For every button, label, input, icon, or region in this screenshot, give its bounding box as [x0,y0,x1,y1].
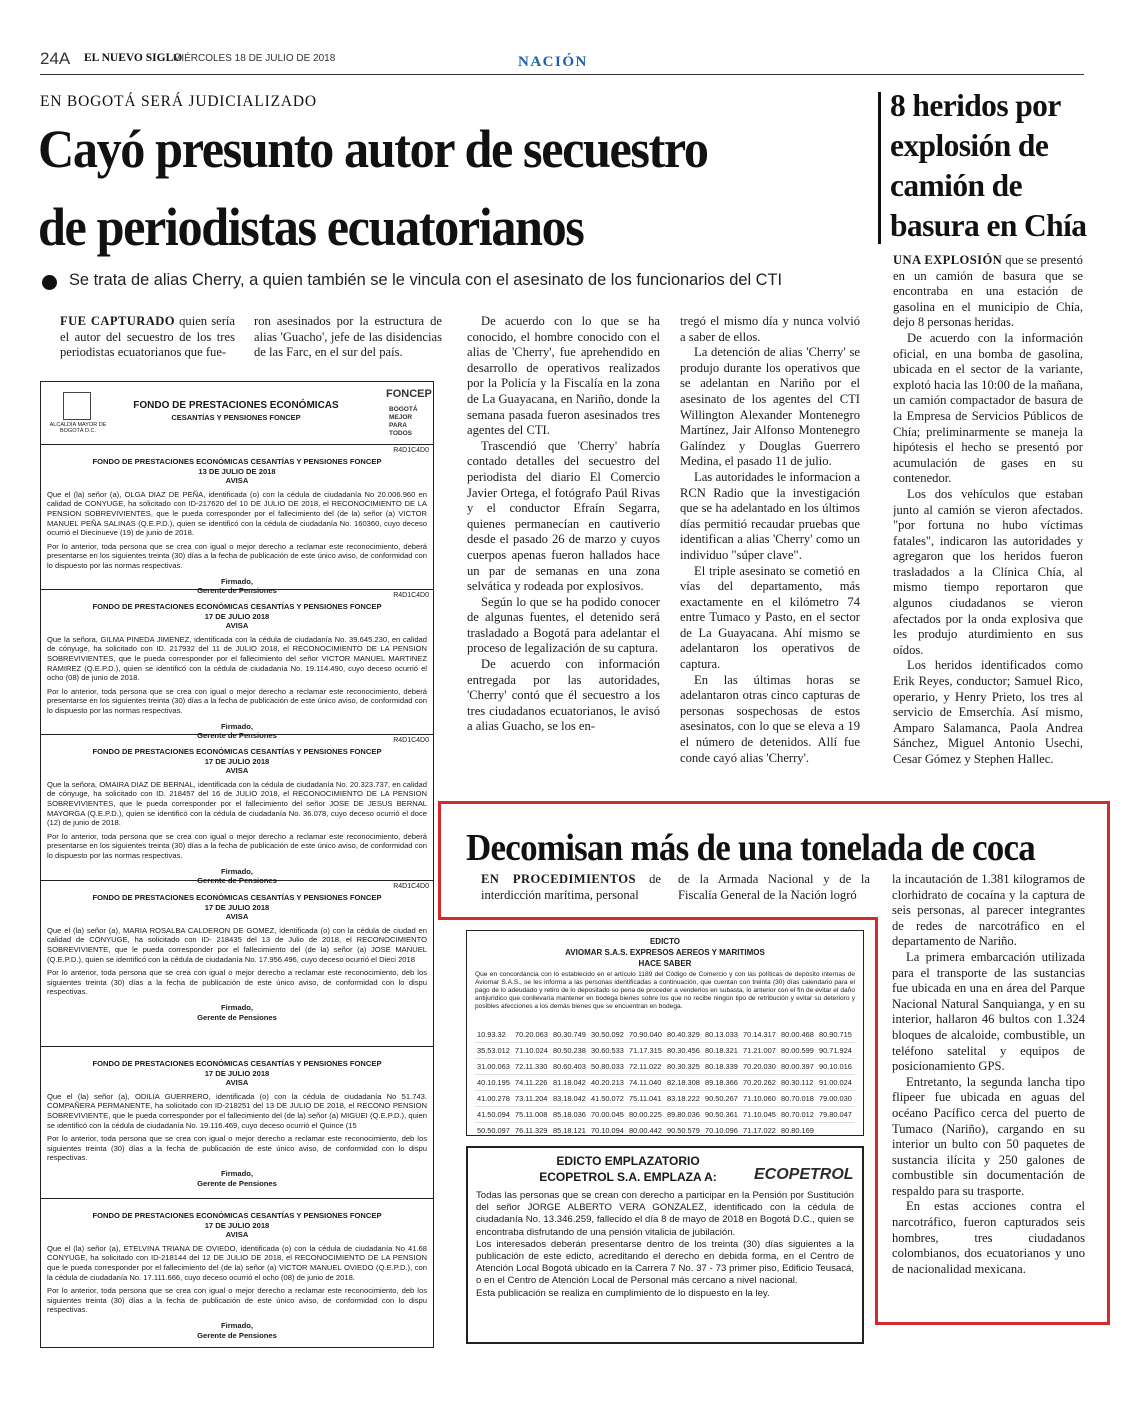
headline-line-1: Cayó presunto autor de secuestro [38,119,708,179]
foncep-entry: R4D1C4D0 FONDO DE PRESTACIONES ECONÓMICAS CESANTÍAS Y PENSIONES FONCEP 13 DE JULIO DE 2018 AVISA Que el (la) señor (a), OLGA DIAZ DE PEÑA, identificada (o) con la cédula de ciudadanía No 20.006.960 en calidad de CONYUGE, ha solicitado con ID-217620 del 10 DE JULIO DE 2018, el RECONOCIMIENTO DE LA PENSION SOBREVIVIENTES, que le pueda corresponder por el fallecimiento del (de la) señor (a) VICTOR MANUEL PEÑA SALINAS (Q.E.P.D.), quien se identificó con la cédula de ciudadanía No. 160360, cuyo deceso ocurrió el Diecinueve (19) de junio de 2018. Por lo anterior, toda persona que se crea con igual o mejor derecho a reclamar este reconocimiento, deberá presentarse en los siguientes treinta (30) días a la fecha de publicación de este único aviso, de conformidad con lo dispuesto por las normas respectivas. Firmado, Gerente de Pensiones [41,444,433,579]
table-cell: 30.60.533 [589,1043,627,1059]
table-cell: 80.30.749 [551,1027,589,1043]
table-cell: 73.11.204 [513,1091,551,1107]
table-cell: 40.10.195 [475,1075,513,1091]
paragraph: Los heridos identificados como Erik Reyes, conductor; Samuel Rico, operario, y Henry Prieto, los tres al servicio de Emserchía. Así mismo, Amparo Salamanca, Paola Andrea Sánchez, Miguel Antonio Usechi, Cesar Gómez y Stephen Hallec. [893,658,1083,766]
paragraph: De acuerdo con lo que se ha conocido, el hombre conocido con el alias de 'Cherry', fue aprehendido en desarrollo de operativos realizados por la Policía y la Fiscalía en la zona de La Guayacana, en Nariño, donde la semana pasada fueron asesinados tres agentes del CTI. [467,314,660,438]
table-cell: 71.10.024 [513,1043,551,1059]
table-cell: 72.11.330 [513,1059,551,1075]
coca-col-1: EN PROCEDIMIENTOS de interdicción marítima, personal [481,872,661,902]
table-cell: 71.21.007 [741,1043,779,1059]
table-cell: 40.20.213 [589,1075,627,1091]
table-cell: 80.00.225 [627,1107,665,1123]
foncep-notice [40,381,434,1348]
table-cell: 71.10.060 [741,1091,779,1107]
subtitle: Se trata de alias Cherry, a quien también se le vincula con el asesinato de los funcionarios del CTI [69,271,783,289]
paragraph: Las autoridades le informacion a RCN Radio que la investigación que se ha adelantado en los últimos días permitió recaudar pruebas que identifican a alias 'Cherry' como un individuo "súper clave". [680,469,860,562]
table-cell: 41.50.094 [475,1107,513,1123]
table-cell: 70.00.045 [589,1107,627,1123]
side-headline: 8 heridos por explosión de camión de basura en Chía [890,88,1087,243]
table-cell: 10.93.32 [475,1027,513,1043]
coat-of-arms-icon [63,392,91,420]
paragraph: En estas acciones contra el narcotráfico, fueron capturados seis hombres, tres ciudadanos colombianos, dos ecuatorianos y uno de nacionalidad mexicana. [892,1199,1085,1276]
table-cell: 70.20.030 [741,1059,779,1075]
paragraph: Entretanto, la segunda lancha tipo flipeer fue ubicada en aguas del océano Pacífico cerca del puerto de Tumaco (Nariño), cargando en su interior un bulto con 50 paquetes de sustancia ilícita y 250 galones de combustible sin documentación de respaldo para su trasporte. [892,1074,1085,1198]
table-cell: 50.80.033 [589,1059,627,1075]
table-row [475,1027,855,1043]
table-cell: 81.18.042 [551,1075,589,1091]
side-rule [878,92,881,244]
table-cell: 82.18.308 [665,1075,703,1091]
page-header [40,46,1084,74]
paragraph: Según lo que se ha podido conocer de algunas fuentes, el detenido será trasladado a Bogotá para adelantar el proceso de legalización de su captura. [467,594,660,656]
table-cell: 71.17.315 [627,1043,665,1059]
table-row [475,1043,855,1059]
kicker: EN BOGOTÁ SERÁ JUDICIALIZADO [40,93,317,110]
table-cell: 80.00.599 [779,1043,817,1059]
ecopetrol-logo: ECOPETROL [754,1166,854,1183]
main-col-1: FUE CAPTURADO quien sería el autor del secuestro de los tres periodistas ecuatorianos que fue- [60,314,235,360]
main-col-4: tregó el mismo día y nunca volvió a saber de ellos. La detención de alias 'Cherry' se produjo durante los operativos que se adelantan en Nariño por el asesinato de los agentes del CTI Willington Alexander Montenegro Martínez, Jair Alfonso Montenegro Galíndez y Douglas Guerrero Medina, el pasado 11 de julio. Las autoridades le informacion a RCN Radio que la investigación que se ha adelantado en los últimos días permitió recaudar pruebas que identifican a alias 'Cherry' como un individuo "súper clave". El triple asesinato se cometió en vías del departamento, más exactamente en el kilómetro 74 entre Tumaco y Pasto, en el sector de La Guayacana. Ahí mismo se adelantaron los operativos de captura. En las últimas horas se adelantaron otras cinco capturas de personas sospechosas de estos asesinatos, con lo que se eleva a 19 el número de detenidos. Allí fue conde cayó alias 'Cherry'. [680,314,860,765]
paragraph: Trascendió que 'Cherry' habría contado detalles del secuestro del periodista del diario El Comercio Javier Ortega, el fotógrafo Paúl Rivas y el conductor Efraín Segarra, quienes permanecían en cautiverio desde el pasado 26 de marzo y cuyos cuerpos apenas fueron hallados hace un par de semanas en una zona selvática y rodeada por explosivos. [467,438,660,594]
table-cell: 41.00.278 [475,1091,513,1107]
table-cell: 80.30.325 [665,1059,703,1075]
table-cell: 71.10.045 [741,1107,779,1123]
ecopetrol-notice [466,1146,864,1344]
table-cell: 70.10.094 [589,1123,627,1137]
table-cell: 76.11.329 [513,1123,551,1137]
table-cell: 80.70.012 [779,1107,817,1123]
table-row [475,1059,855,1075]
table-row [475,1075,855,1091]
table-cell: 75.11.008 [513,1107,551,1123]
paragraph: La primera embarcación utilizada para el transporte de las sustancias fue ubicada en una en área del Parque Nacional Natural Sanquianga, y en su interior, hallaron 46 bultos con 1.324 bloques de alcaloide, combustible, un teléfono satelital y equipos de posicionamiento GPS. [892,949,1085,1074]
table-cell: 74.11.040 [627,1075,665,1091]
table-cell: 90.50.361 [703,1107,741,1123]
coca-headline: Decomisan más de una tonelada de coca [466,827,1036,869]
table-cell: 80.90.715 [817,1027,855,1043]
paragraph: El triple asesinato se cometió en vías del departamento, más exactamente en el kilómetro 74 entre Tumaco y Pasto, en el sector de La Guayacana. Ahí mismo se adelantaron los operativos de captura. [680,563,860,672]
ecopetrol-body: Todas las personas que se crean con derecho a participar en la Pensión por Sustitución del señor JORGE ALBERTO VERA GONZALEZ, identificado con la cédula de ciudadanía No. 13.346.259, fallecido el día 8 de mayo de 2018 en Bogotá D.C., quien se encontraba disfrutando de una pensión vitalicia de jubilación. Los interesados deberán presentarse dentro de los treinta (30) días siguientes a la publicación de este edicto, acreditando el derecho en debida forma, en el Centro de Atención Local Bogotá ubicado en la Carrera 7 No. 37 - 73 primer piso, Edificio Teusacá, o en el Centro de Atención Local de Personal más cercano a nivel nacional. Esta publicación se realiza en cumplimiento de lo dispuesto en la ley. [476,1190,854,1299]
table-cell: 31.00.063 [475,1059,513,1075]
table-cell: 80.13.033 [703,1027,741,1043]
coca-col-3: la incautación de 1.381 kilogramos de clorhidrato de cocaína y la captura de seis personas, al parecer integrantes de redes de narcotráfico en el departamento de Nariño. La primera embarcación utilizada para el transporte de las sustancias fue ubicada en una en área del Parque Nacional Natural Sanquianga, y en su interior, hallaron 46 bultos con 1.324 bloques de alcaloide, combustible, un teléfono satelital y equipos de posicionamiento GPS. Entretanto, la segunda lancha tipo flipeer fue ubicada en aguas del océano Pacífico cerca del puerto de Tumaco (Nariño), cargando en su interior un bulto con 50 paquetes de sustancia ilícita y 250 galones de combustible sin documentación de respaldo para su trasporte. En estas acciones contra el narcotráfico, fueron capturados seis hombres, tres ciudadanos colombianos, dos ecuatorianos y uno de nacionalidad mexicana. [892,872,1085,1276]
coca-col-2: de la Armada Nacional y de la Fiscalía General de la Nación logró [678,872,870,902]
issue-date: MIÉRCOLES 18 DE JULIO DE 2018 [173,53,336,64]
table-cell [817,1123,855,1137]
ecopetrol-subtitle: ECOPETROL S.A. EMPLAZA A: [539,1170,717,1184]
table-cell: 83.18.222 [665,1091,703,1107]
table-row [475,1107,855,1123]
table-cell: 89.80.036 [665,1107,703,1123]
table-cell: 91.00.024 [817,1075,855,1091]
table-cell: 79.80.047 [817,1107,855,1123]
table-cell: 85.18.121 [551,1123,589,1137]
main-col-2: ron asesinados por la estructura de alias 'Guacho', jefe de las disidencias de las Farc, en el sur del país. [254,314,442,360]
table-cell: 80.00.468 [779,1027,817,1043]
side-body: UNA EXPLOSIÓN que se presentó en un camión de basura que se encontraba en una estación de gasolina en el municipio de Chía, dejo 8 personas heridas. De acuerdo con la información oficial, en una bomba de gasolina, ubicada en el sector de la variante, explotó hacia las 10:00 de la mañana, un camión compactador de basura de la Empresa de Servicios Públicos de Chía; preliminarmente se maneja la hipótesis el hecho se presentó por acumulación de gases en su contenedor. Los dos vehículos que estaban junto al camión se vieron afectados. "por fortuna no hubo víctimas fatales", indicaron las autoridades y agregaron que los heridos fueron trasladados a la Clínica Chía, al mismo tiempo reportaron que algunos ciudadanos se vieron afectados por la onda explosiva que les produjo aturdimiento en sus oídos. Los heridos identificados como Erik Reyes, conductor; Samuel Rico, operario, y Henry Prieto, los tres al servicio de Emserchía. Así mismo, Amparo Salamanca, Paola Andrea Sánchez, Miguel Antonio Usechi, Cesar Gómez y Stephen Hallec. [893,253,1083,766]
aviomar-notice [466,930,864,1136]
table-cell: 80.80.169 [779,1123,817,1137]
table-cell: 90.50.267 [703,1091,741,1107]
table-cell: 80.50.238 [551,1043,589,1059]
table-cell: 50.50.097 [475,1123,513,1137]
table-row [475,1123,855,1137]
paragraph: Los dos vehículos que estaban junto al camión se vieron afectados. "por fortuna no hubo víctimas fatales", indicaron las autoridades y agregaron que los heridos fueron trasladados a la Clínica Chía, al mismo tiempo reportaron que algunos ciudadanos se vieron afectados por la onda explosiva que les produjo aturdimiento en sus oídos. [893,486,1083,657]
foncep-entry: R4D1C4D0 FONDO DE PRESTACIONES ECONÓMICAS CESANTÍAS Y PENSIONES FONCEP 17 DE JULIO 2018 AVISA Que la señora, OMAIRA DIAZ DE BERNAL, identificada con la cédula de ciudadanía No. 20.323.737, en calidad de cónyuge, ha solicitado con ID. 218457 del 16 de JULIO 2018, el RECONOCIMIENTO DE LA PENSION SOBREVIVIENTES, que le pueda corresponder por el fallecimiento del señor JOSE DE JESUS BERNAL MAYORGA (Q.E.P.D.), quien se identificó con la cédula de ciudadanía No. 36.078, cuyo deceso ocurrió el doce (12) de junio de 2018. Por lo anterior, toda persona que se crea con igual o mejor derecho a reclamar este reconocimiento, deberá presentarse en los siguientes treinta (30) días a la fecha de publicación de este único aviso, de conformidad con lo dispuesto por las normas respectivas. Firmado, Gerente de Pensiones [41,734,433,874]
foncep-title: FONDO DE PRESTACIONES ECONÓMICAS [133,400,339,411]
table-cell: 90.50.579 [665,1123,703,1137]
table-cell: 71.17.022 [741,1123,779,1137]
ecopetrol-title: EDICTO EMPLAZATORIO [556,1154,700,1168]
aviomar-intro: Que en concordancia con lo establecido en el artículo 1189 del Código de Comercio y con las políticas de depósito internas de Aviomar S.A.S., se les informa a las personas identificadas a continuación, que cuentan con treinta (30) días calendario para el pago de lo adeudado y retiro de lo depositado so pena de proceder a venderlos en subasta, lo anterior con el fin de evitar el daño antijurídico que conllevaría mantener en bodega bienes sobre los que no recibe ningún tipo de retribución y evitar su deterioro y posibles afecciones a los demás bienes que se encuentran en bodega. [475,971,855,1010]
table-cell: 79.00.030 [817,1091,855,1107]
aviomar-company: AVIOMAR S.A.S. EXPRESOS AEREOS Y MARITIMOS [565,948,765,957]
table-cell: 80.30.456 [665,1043,703,1059]
table-cell: 85.18.036 [551,1107,589,1123]
main-col-3 [467,314,660,792]
table-row [475,1091,855,1107]
alcaldia-logo-text: ALCALDÍA MAYOR DE BOGOTÁ D.C. [49,422,107,434]
table-cell: 80.00.442 [627,1123,665,1137]
page-number: 24A [40,49,71,68]
table-cell: 80.00.397 [779,1059,817,1075]
foncep-subtitle: CESANTÍAS Y PENSIONES FONCEP [171,413,301,422]
foncep-logo: FONCEP [386,388,432,400]
aviomar-table [475,1027,855,1136]
headline-line-2: de periodistas ecuatorianos [38,197,584,257]
foncep-entry: FONDO DE PRESTACIONES ECONÓMICAS CESANTÍAS Y PENSIONES FONCEP 17 DE JULIO 2018 AVISA Que el (la) señor (a), ETELVINA TRIANA DE OVIEDO, identificada (o) con la cédula de ciudadanía No 41.68 CONYUGE, ha solicitado con ID-218144 del 12 DE JULIO DE 2018, el RECONOCIMIENTO DE LA PENSION que le pueda corresponder por el fallecimiento del (de la) señor (a) VICTOR MANUEL OVIEDO (Q.E.P.D.), con la cédula de ciudadanía No. 17.111.666, cuyo deceso ocurrió el ocho (08) de junio de 2018. Por lo anterior, toda persona que se crea con igual o mejor derecho a reclamar este reconocimiento, deb los siguientes treinta (30) días a la fecha de publicación de este único aviso, de conformidad con lo dispu respectivas. Firmado, Gerente de Pensiones [41,1198,433,1348]
paragraph: De acuerdo con información entregada por las autoridades, 'Cherry' contó que él secuestro a los tres ciudadanos ecuatorianos, le avisó a alias Guacho, se los en- [467,657,660,734]
foncep-entry: R4D1C4D0 FONDO DE PRESTACIONES ECONÓMICAS CESANTÍAS Y PENSIONES FONCEP 17 DE JULIO 2018 AVISA Que el (la) señor (a), MARIA ROSALBA CALDERON DE GOMEZ, identificada (o) con la cédula de ciudad en calidad de CONYUGE, ha solicitado con ID- 218435 del 13 de Julio de 2018, el RECONOCIMIENTO SOBREVIVIENTE, que le pueda corresponder por el fallecimiento del (de la) señor (a) JOSE MANUEL (Q.E.P.D.), quien se identificó con la cédula de ciudadanía No. 17.956.496, cuyo deceso ocurrió el Dieci 2018 Por lo anterior, toda persona que se crea con igual o mejor derecho a reclamar este reconocimiento, deb los siguientes treinta (30) días a la fecha de publicación de este único aviso, de conformidad con lo dispu respectivas. Firmado, Gerente de Pensiones [41,880,433,1030]
aviomar-hace-saber: HACE SABER [638,959,692,968]
paragraph: La detención de alias 'Cherry' se produjo durante los operativos que se adelantan en Nariño por el asesinato de los agentes del CTI Willington Alexander Montenegro Martínez, Jair Alfonso Montenegro Galíndez y Douglas Guerrero Medina, el pasado 11 de julio. [680,345,860,469]
table-cell: 89.18.366 [703,1075,741,1091]
foncep-entry: FONDO DE PRESTACIONES ECONÓMICAS CESANTÍAS Y PENSIONES FONCEP 17 DE JULIO 2018 AVISA Que el (la) señor (a), ODILIA GUERRERO, identificada (o) con la cédula de ciudadanía No 51.743. COMPAÑERA PERMANENTE, ha solicitado con ID-218251 del 13 DE JULIO DE 2018, el RECONO PENSION SOBREVIVIENTE, que le pueda corresponder por el fallecimiento del (de la) señor (a) MIGUEI (Q.E.P.D.), quien se identificó con la cédula de ciudadanía No. 19.116.469, cuyo deceso ocurrió el Quince (15 Por lo anterior, toda persona que se crea con igual o mejor derecho a reclamar este reconocimiento, deb los siguientes treinta (30) días a la fecha de publicación de este único aviso, de conformidad con lo dispu respectivas. Firmado, Gerente de Pensiones [41,1046,433,1196]
table-cell: 41.50.072 [589,1091,627,1107]
table-cell: 74.11.226 [513,1075,551,1091]
table-cell: 30.50.092 [589,1027,627,1043]
newspaper-name: EL NUEVO SIGLO [84,52,183,64]
header-rule [40,74,1084,75]
section-name: NACIÓN [518,54,588,70]
table-cell: 90.10.016 [817,1059,855,1075]
table-cell: 80.18.339 [703,1059,741,1075]
table-cell: 35.53.012 [475,1043,513,1059]
bullet-dot [42,275,57,290]
paragraph: En las últimas horas se adelantaron otras cinco capturas de personas sospechosas de estos asesinatos, con lo que se eleva a 19 el número de detenidos. Allí fue conde cayó alias 'Cherry'. [680,672,860,765]
table-cell: 70.10.096 [703,1123,741,1137]
foncep-entry: R4D1C4D0 FONDO DE PRESTACIONES ECONÓMICAS CESANTÍAS Y PENSIONES FONCEP 17 DE JULIO 2018 AVISA Que la señora, GILMA PINEDA JIMENEZ, identificada con la cédula de ciudadanía No. 39.645.230, en calidad de cónyuge, ha solicitado con ID. 217932 del 11 de JULIO 2018, el RECONOCIMIENTO DE LA PENSION SOBREVIVIENTES, que le pueda corresponder por el fallecimiento del señor VICTOR MANUEL MARTINEZ RAMIREZ (Q.E.P.D.), quien se identificó con la cédula de ciudadanía No. 19.114.490, cuyo deceso ocurrió el ocho (08) de junio de 2018. Por lo anterior, toda persona que se crea con igual o mejor derecho a reclamar este reconocimiento, deberá presentarse en los siguientes treinta (30) días a la fecha de publicación de este único aviso, de conformidad con lo dispuesto por las normas respectivas. Firmado, Gerente de Pensiones [41,589,433,726]
lead-word: FUE CAPTURADO [60,314,175,328]
table-cell: 70.20.262 [741,1075,779,1091]
table-cell: 80.40.329 [665,1027,703,1043]
table-cell: 70.14.317 [741,1027,779,1043]
aviomar-title: EDICTO [649,937,681,946]
table-cell: 80.18.321 [703,1043,741,1059]
paragraph: De acuerdo con la información oficial, en una bomba de gasolina, ubicada en el sector de la variante, explotó hacia las 10:00 de la mañana, un camión compactador de basura de la Empresa de Servicios Públicos de Chía; preliminarmente se maneja la hipótesis el hecho se presentó por acumulación de gases en su contenedor. [893,330,1083,486]
table-cell: 80.30.112 [779,1075,817,1091]
highlight-frame-mid [438,917,878,920]
bogota-logo: BOGOTÁ MEJOR PARA TODOS [389,406,418,437]
table-cell: 83.18.042 [551,1091,589,1107]
table-cell: 70.90.040 [627,1027,665,1043]
table-cell: 80.60.403 [551,1059,589,1075]
table-cell: 70.20.063 [513,1027,551,1043]
table-cell: 90.71.924 [817,1043,855,1059]
table-cell: 80.70.018 [779,1091,817,1107]
table-cell: 72.11.022 [627,1059,665,1075]
table-cell: 75.11.041 [627,1091,665,1107]
